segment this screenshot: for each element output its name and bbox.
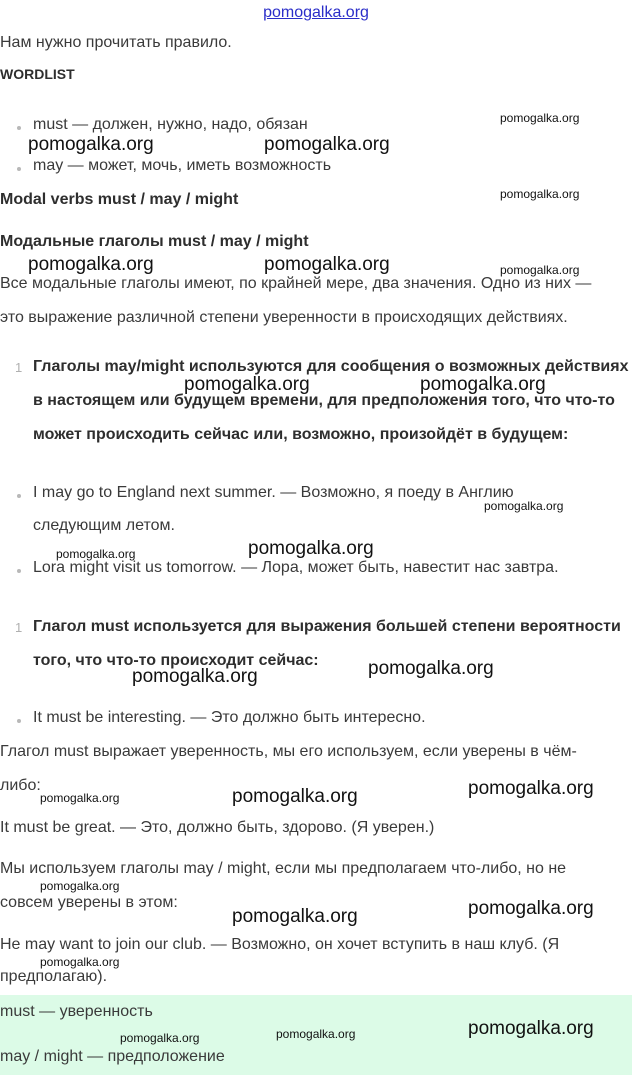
watermark: pomogalka.org	[264, 254, 390, 275]
watermark: pomogalka.org	[28, 254, 154, 275]
watermark: pomogalka.org	[248, 538, 374, 559]
bullet	[17, 719, 21, 723]
watermark: pomogalka.org	[232, 786, 358, 807]
watermark: pomogalka.org	[468, 1018, 594, 1039]
watermark: pomogalka.org	[420, 374, 546, 395]
watermark: pomogalka.org	[40, 879, 120, 893]
example-line: It must be great. — Это, должно быть, здорово. (Я уверен.)	[0, 819, 435, 836]
bullet	[17, 494, 21, 498]
example-line: следующим летом.	[33, 517, 175, 534]
summary-line: must — уверенность	[0, 1003, 153, 1020]
rule-line: в настоящем или будущем времени, для предположения того, что что-то	[33, 392, 615, 409]
bullet	[17, 569, 21, 573]
heading-en: Modal verbs must / may / might	[0, 191, 239, 208]
paragraph-line: это выражение различной степени уверенности в происходящих действиях.	[0, 309, 568, 326]
wordlist-title: WORDLIST	[0, 66, 75, 82]
example-line: He may want to join our club. — Возможно, он хочет вступить в наш клуб. (Я	[0, 936, 560, 953]
wordlist-item: must — должен, нужно, надо, обязан	[33, 116, 308, 133]
rule-line: того, что что-то происходит сейчас:	[33, 652, 319, 669]
intro-text: Нам нужно прочитать правило.	[0, 34, 232, 51]
list-number: 1	[15, 620, 23, 635]
example-line: I may go to England next summer. — Возможно, я поеду в Англию	[33, 484, 514, 501]
watermark: pomogalka.org	[132, 666, 258, 687]
list-number: 1	[15, 360, 23, 375]
example-line: предполагаю).	[0, 968, 108, 985]
rule-line: Глагол must используется для выражения большей степени вероятности	[33, 618, 621, 635]
paragraph-line: Все модальные глаголы имеют, по крайней мере, два значения. Одно из них —	[0, 275, 592, 292]
bullet	[17, 126, 21, 130]
watermark: pomogalka.org	[276, 1027, 356, 1041]
heading-ru: Модальные глаголы must / may / might	[0, 233, 309, 250]
watermark: pomogalka.org	[368, 658, 494, 679]
bullet	[17, 167, 21, 171]
watermark: pomogalka.org	[500, 263, 580, 277]
watermark: pomogalka.org	[40, 791, 120, 805]
paragraph-line: Мы используем глаголы may / might, если мы предполагаем что-либо, но не	[0, 860, 567, 877]
watermark: pomogalka.org	[120, 1031, 200, 1045]
example-line: It must be interesting. — Это должно быть интересно.	[33, 709, 426, 726]
rule-line: Глаголы may/might используются для сообщения о возможных действиях	[33, 358, 629, 375]
watermark: pomogalka.org	[40, 955, 120, 969]
watermark: pomogalka.org	[484, 499, 564, 513]
watermark: pomogalka.org	[468, 778, 594, 799]
watermark: pomogalka.org	[184, 374, 310, 395]
watermark: pomogalka.org	[232, 906, 358, 927]
watermark: pomogalka.org	[264, 134, 390, 155]
header-link[interactable]: pomogalka.org	[263, 4, 369, 21]
summary-line: may / might — предположение	[0, 1048, 225, 1065]
paragraph-line: совсем уверены в этом:	[0, 894, 178, 911]
watermark: pomogalka.org	[468, 898, 594, 919]
watermark: pomogalka.org	[500, 111, 580, 125]
example-line: Lora might visit us tomorrow. — Лора, может быть, навестит нас завтра.	[33, 559, 559, 576]
watermark: pomogalka.org	[28, 134, 154, 155]
watermark: pomogalka.org	[56, 547, 136, 561]
watermark: pomogalka.org	[500, 187, 580, 201]
paragraph-line: либо:	[0, 777, 41, 794]
paragraph-line: Глагол must выражает уверенность, мы его используем, если уверены в чём-	[0, 743, 577, 760]
wordlist-item: may — может, мочь, иметь возможность	[33, 157, 332, 174]
rule-line: может происходить сейчас или, возможно, произойдёт в будущем:	[33, 426, 569, 443]
